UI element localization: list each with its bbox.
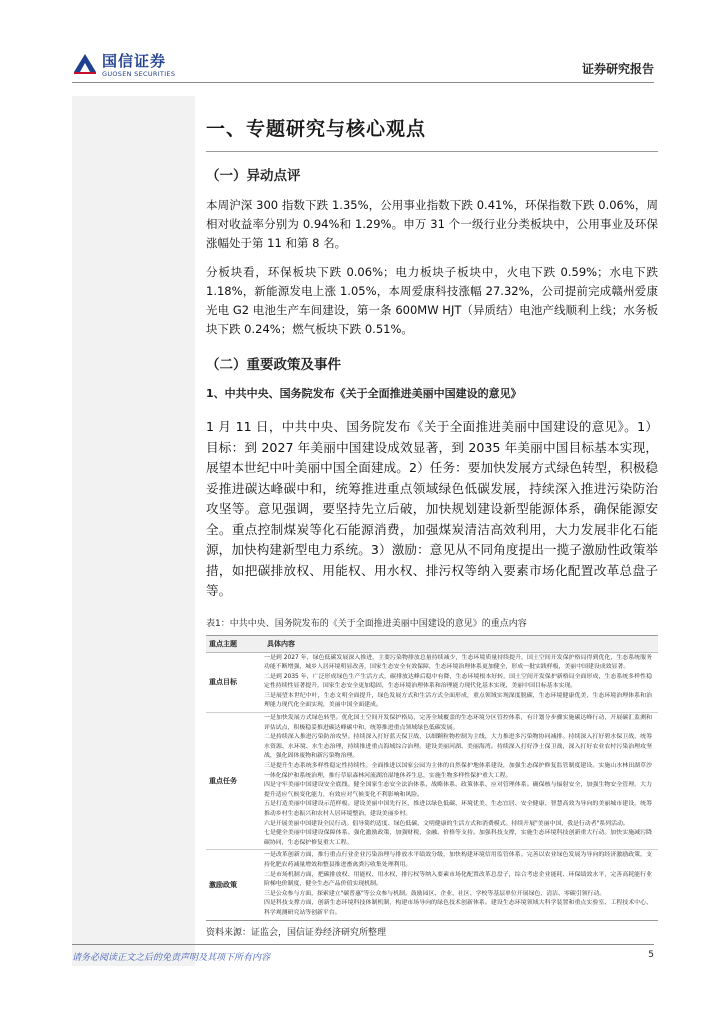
paragraph-policy-summary: 1 月 11 日，中共中央、国务院发布《关于全面推进美丽中国建设的意见》。1）目标：到 2027 年美丽中国建设成效显著，到 2035 年美丽中国目标基本实现，展望本世纪中叶美丽中国全面建成。2）任务：要加快发展方式绿色转型，积极稳妥推进碳达峰碳中和，统筹推进重点领域绿色低碳发展，持续深入推进污染防治攻坚等。意见强调，要坚持先立后破，加快规划建设新型能源体系，确保能源安全。重点控制煤炭等化石能源消费，加强煤炭清洁高效利用，大力发展非化石能源，加快构建新型电力系统。3）激励：意见从不同角度提出一揽子激励性政策举措，如把碳排放权、用能权、用水权、排污权等纳入要素市场化配置改革总盘子等。 <box>206 419 658 598</box>
paragraph-sector-performance: 分板块看，环保板块下跌 0.06%；电力板块子板块中，火电下跌 0.59%；水电下跌 1.18%，新能源发电上涨 1.05%，本周爱康科技涨幅 27.32%，公司提前完成赣州爱康光电 G2 电池生产车间建设，第一条 600MW HJT（异质结）电池产线顺利上线；水务板块下跌 0.24%；燃气板块下跌 0.51%。 <box>206 265 658 336</box>
logo-text-cn: 国信证券 <box>102 52 167 70</box>
row-content <box>258 850 658 919</box>
row-item: 三是公众参与方面，探索建立"碳普惠"等公众参与机制。鼓励园区、企业、社区、学校等基层单位开展绿色、清洁、零碳引领行动。 <box>264 890 606 897</box>
table-header-content: 具体内容 <box>267 639 295 648</box>
subsection-title-movement: （一）异动点评 <box>206 168 301 184</box>
row-item: 六是开展美丽中国建设全民行动。倡导简约适度、绿色低碳、文明健康的生活方式和消费模式。持续开展"美丽中国，我是行动者"系列活动。 <box>264 820 629 827</box>
footer-disclaimer: 请务必阅读正文之后的免责声明及其项下所有内容 <box>72 953 271 963</box>
row-item: 三是展望本世纪中叶，生态文明全面提升，绿色发展方式和生活方式全面形成，重点领域实现深度脱碳，生态环境健康优美，生态环境治理体系和治理能力现代化全面实现，美丽中国全面建成。 <box>264 692 652 709</box>
row-item: 一是加快发展方式绿色转型。优化国土空间开发保护格局，完善全域覆盖的生态环境分区管控体系，有计划分步骤实施碳达峰行动，开展碳汇监测和评估试点，积极稳妥推进碳达峰碳中和，统筹推进重点领域绿色低碳发展。 <box>264 715 652 731</box>
row-item: 二是市场机制方面，把碳排放权、用能权、用水权、排污权等纳入要素市场化配置改革总盘子，综合考虑企业能耗、环保绩效水平，完善高耗能行业阶梯电价制度，健全生态产品价值实现机制。 <box>264 871 652 888</box>
table-header-row <box>206 636 658 653</box>
page-number: 5 <box>648 950 654 960</box>
policy-item-title: 1、中共中央、国务院发布《关于全面推进美丽中国建设的意见》 <box>206 387 522 400</box>
section-title-rule <box>206 151 658 152</box>
row-item: 一是改革创新方面，推行重点行业企业污染治理与排放水平绩效分级，加快构建环境信用监管体系。完善以农业绿色发展为导向的经济激励政策，支持化肥农药减量增效和整县推进畜禽粪污收集处理利用。 <box>264 852 652 868</box>
table-row <box>206 713 658 850</box>
row-topic: 重点目标 <box>209 678 237 687</box>
subsection-title-policy: （二）重要政策及事件 <box>206 357 341 373</box>
row-topic: 重点任务 <box>209 777 237 786</box>
row-content <box>258 713 658 849</box>
logo-text-en: GUOSEN SECURITIES <box>102 70 176 78</box>
row-item: 二是持续深入推进污染防治攻坚。持续深入打好蓝天保卫战，以细颗粒物控制为主线，大力推进多污染物协同减排。持续深入打好碧水保卫战，统筹水资源、水环境、水生态治理，持续推进重点海域综合治理。建设美丽河湖、美丽海湾。持续深入打好净土保卫战，深入打好农业农村污染治理攻坚战，强化固体废物和新污染物治理。 <box>264 734 652 760</box>
table-header-topic: 重点主题 <box>209 639 237 648</box>
header-divider <box>72 82 654 83</box>
row-item: 二是到 2035 年，广泛形成绿色生产生活方式，碳排放达峰后稳中有降，生态环境根本好转，国土空间开发保护新格局全面形成，生态系统多样性稳定性持续性显著提升，国家生态安全更加稳固，生态环境治理体系和治理能力现代化基本实现，美丽中国目标基本实现。 <box>264 673 652 690</box>
page-header <box>72 44 654 88</box>
row-item: 七是健全美丽中国建设保障体系。强化激励政策，加强财税、金融、价格等支持。加强科技支撑，实施生态环境科技创新重大行动。加快实施减污降碳协同，生态保护修复重大工程。 <box>264 830 652 846</box>
row-item: 四是科技支撑方面，创新生态环境科技体制机制，构建市场导向的绿色技术创新体系。建设生态环境领域大科学装置和重点实验室、工程技术中心、科学观测研究站等创新平台。 <box>264 900 652 916</box>
footer-divider <box>72 944 654 945</box>
row-item: 一是到 2027 年，绿色低碳发展深入推进，主要污染物排放总量持续减少，生态环境质量持续提升，国土空间开发保护格局得到优化，生态系统服务功能不断增强，城乡人居环境明显改善，国家生态安全有效保障，生态环境治理体系更加健全，形成一批实践样板，美丽中国建设成效显著。 <box>264 654 652 671</box>
row-content <box>258 653 658 713</box>
table-row <box>206 653 658 714</box>
guosen-logo-icon <box>72 50 98 76</box>
row-item: 五是打造美丽中国建设示范样板。建设美丽中国先行区，推进以绿色低碳、环境优美、生态宜居、安全健康、智慧高效为导向的美丽城市建设，统筹推动乡村生态振兴和农村人居环境整治，建设美丽乡村。 <box>264 801 652 817</box>
paragraph-index-performance: 本周沪深 300 指数下跌 1.35%，公用事业指数下跌 0.41%，环保指数下跌 0.06%，周相对收益率分别为 0.94%和 1.29%。申万 31 个一级行业分类板块中，公用事业及环保涨幅处于第 11 和第 8 名。 <box>206 198 658 250</box>
table-caption: 表1：中共中央、国务院发布的《关于全面推进美丽中国建设的意见》的重点内容 <box>206 618 527 629</box>
report-type-label: 证券研究报告 <box>581 62 654 76</box>
left-sidebar-panel <box>72 96 195 966</box>
section-title: 一、专题研究与核心观点 <box>206 118 427 140</box>
row-topic: 激励政策 <box>209 880 237 889</box>
table-row <box>206 850 658 919</box>
table-source-note: 资料来源：证监会，国信证券经济研究所整理 <box>206 927 387 938</box>
row-item: 三是提升生态系统多样性稳定性持续性。全面推进以国家公园为主体的自然保护地体系建设，加强生态保护修复监管制度建设。实施山水林田湖草沙一体化保护和系统治理，推行草原森林河流湖泊湿地休养生息，实施生物多样性保护重大工程。 <box>264 763 652 779</box>
main-content <box>206 108 658 938</box>
policy-table <box>206 635 658 921</box>
row-item: 四是守牢美丽中国建设安全底线。健全国家生态安全法治体系、战略体系、政策体系、应对管理体系。确保核与辐射安全，加强生物安全管理，大力提升适应气候变化能力，有效应对气候变化不利影响和风险。 <box>264 782 652 798</box>
